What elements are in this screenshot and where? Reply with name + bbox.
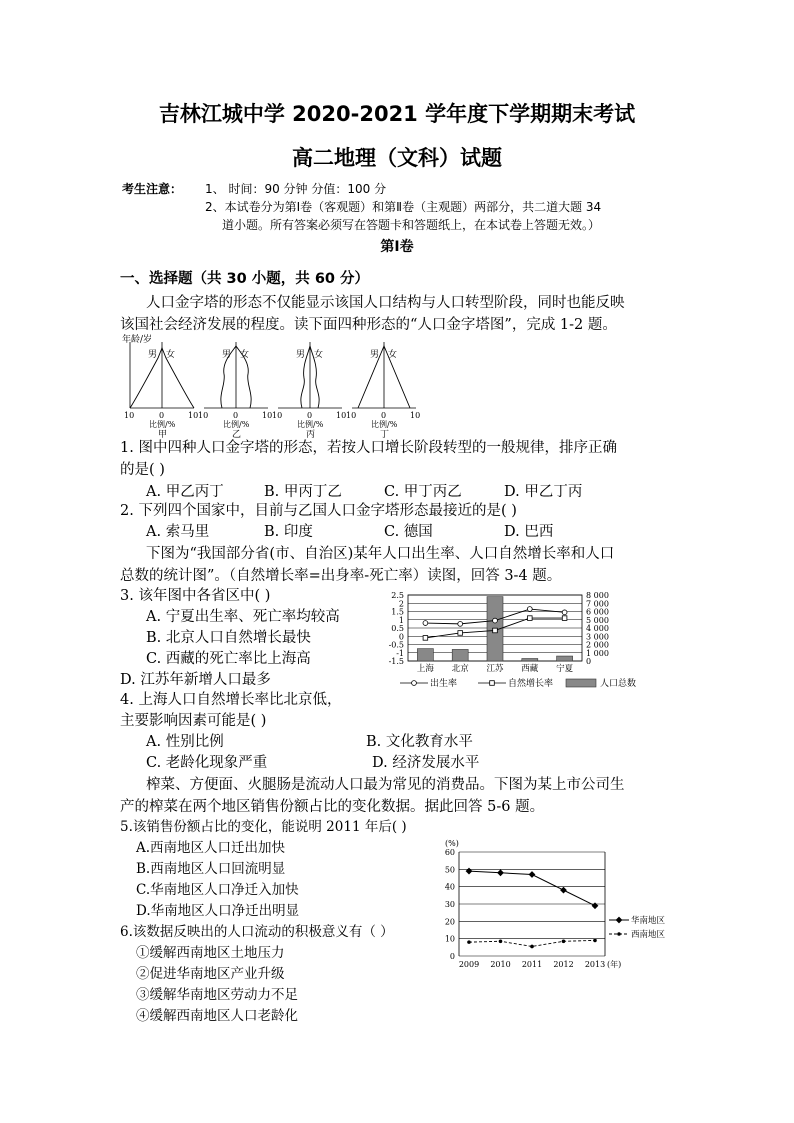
chart2-point-south-china [529, 871, 536, 878]
q2-option-b: B. 印度 [264, 524, 313, 540]
pyramid-male-label: 男 [296, 350, 306, 360]
q1-option-b: B. 甲丙丁乙 [264, 484, 342, 500]
population-stats-chart [370, 584, 670, 694]
notice-label: 考生注意： [122, 182, 183, 196]
pyramid-male-label: 男 [148, 350, 158, 360]
chart1-bar [417, 649, 433, 661]
pyramid-name: 丁 [380, 430, 390, 440]
chart1-left-tick: -1.5 [388, 657, 404, 666]
chart2-legend-marker [617, 932, 621, 936]
pyramid-tick-right: 10 [336, 411, 347, 420]
chart2-legend-label: 华南地区 [631, 916, 666, 926]
chart1-category-label: 上海 [416, 664, 434, 674]
chart1-category-label: 西藏 [521, 664, 539, 674]
sales-share-chart [425, 838, 680, 976]
chart1-right-tick: 8 000 [586, 591, 609, 600]
chart2-point-south-china [560, 887, 567, 894]
q3-option-d: D. 江苏年新增人口最多 [120, 672, 271, 688]
chart1-right-tick: 5 000 [586, 615, 609, 625]
chart1-right-tick: 6 000 [586, 607, 609, 617]
chart1-point [528, 616, 533, 621]
q6-option-1: ①缓解西南地区土地压力 [136, 945, 285, 961]
q5-option-c: C.华南地区人口净迁入加快 [136, 882, 299, 898]
q4-line-2: 主要影响因素可能是( ) [120, 713, 267, 729]
exam-title: 吉林江城中学 2020-2021 学年度下学期期末考试 [158, 102, 636, 126]
chart2-x-tick: 2012 [553, 960, 574, 969]
intro-3-line-1: 下图为“我国部分省(市、自治区)某年人口出生率、人口自然增长率和人口 [146, 546, 615, 562]
volume-heading: 第Ⅰ卷 [380, 239, 414, 255]
chart1-point [423, 621, 428, 626]
q2-option-c: C. 德国 [384, 524, 433, 540]
chart1-left-tick: 0 [398, 632, 404, 642]
chart1-legend-label: 自然增长率 [508, 679, 554, 689]
pyramid-xlabel: 比例/% [297, 420, 324, 429]
chart2-point-southwest [499, 939, 503, 943]
chart1-point [562, 610, 567, 615]
pyramid-female-label: 女 [314, 350, 324, 360]
pyramid-2 [198, 342, 272, 440]
chart1-category-label: 北京 [451, 664, 469, 674]
q3-option-a: A. 宁夏出生率、死亡率均较高 [146, 609, 340, 625]
q3-option-c: C. 西藏的死亡率比上海高 [146, 651, 311, 667]
pyramid-xlabel: 比例/% [371, 420, 398, 429]
q5-option-d: D.华南地区人口净迁出明显 [136, 903, 300, 919]
chart2-y-tick: 60 [444, 848, 455, 857]
chart1-category-label: 宁夏 [556, 664, 574, 674]
chart2-y-tick: 50 [444, 865, 455, 875]
pyramid-xlabel: 比例/% [149, 420, 176, 429]
chart2-point-south-china [592, 902, 599, 909]
chart2-x-tick: 2010 [490, 960, 511, 969]
chart2-ylabel: (%) [445, 839, 459, 848]
intro-5-line-1: 榨菜、方便面、火腿肠是流动人口最为常见的消费品。下图为某上市公司生 [146, 777, 625, 793]
pyramid-1 [124, 342, 198, 440]
pyramid-male-label: 男 [222, 350, 232, 360]
chart1-category-label: 江苏 [486, 664, 504, 674]
q4-option-a: A. 性别比例 [146, 734, 224, 750]
q4-option-c: C. 老龄化现象严重 [146, 755, 268, 771]
chart2-point-south-china [497, 869, 504, 876]
chart1-left-tick: 2 [398, 599, 404, 609]
q5-option-a: A.西南地区人口迁出加快 [136, 840, 286, 856]
chart2-y-tick: 40 [444, 882, 455, 892]
chart1-left-tick: 1 [398, 615, 404, 625]
chart2-y-tick: 0 [449, 952, 455, 961]
chart2-y-tick: 10 [444, 934, 455, 944]
chart1-legend-label: 出生率 [430, 679, 458, 689]
exam-subtitle: 高二地理（文科）试题 [292, 146, 502, 170]
notice-line-3: 道小题。所有答案必须写在答题卡和答题纸上，在本试卷上答题无效。） [222, 218, 601, 232]
chart1-bar [557, 656, 573, 661]
pyramid-ylabel: 年龄/岁 [122, 335, 153, 345]
q2-stem: 2. 下列四个国家中，目前与乙国人口金字塔形态最接近的是( ) [120, 503, 517, 519]
pyramid-name: 乙 [232, 430, 242, 440]
chart1-right-tick: 3 000 [586, 632, 609, 642]
q4-line-1: 4. 上海人口自然增长率比北京低， [120, 692, 342, 708]
population-pyramids-figure [120, 330, 420, 440]
q6-option-3: ③缓解华南地区劳动力不足 [136, 987, 298, 1003]
q1-line-1: 1. 图中四种人口金字塔的形态，若按人口增长阶段转型的一般规律，排序正确 [120, 440, 617, 456]
chart2-point-southwest [593, 939, 597, 943]
pyramid-female-label: 女 [388, 350, 398, 360]
chart1-point [458, 631, 463, 636]
q5-stem: 5.该销售份额占比的变化，能说明 2011 年后( ) [120, 819, 407, 835]
chart1-bar [452, 649, 468, 661]
q5-option-b: B.西南地区人口回流明显 [136, 861, 286, 877]
chart1-point [527, 607, 532, 612]
chart1-left-tick: 2.5 [391, 591, 404, 600]
q4-option-d: D. 经济发展水平 [372, 755, 480, 771]
pyramid-tick-zero: 0 [159, 411, 165, 420]
chart2-x-tick: 2013 [584, 960, 606, 969]
pyramid-3 [272, 342, 346, 440]
q1-option-d: D. 甲乙丁丙 [504, 484, 583, 500]
chart1-bar [522, 659, 538, 661]
chart1-point [493, 618, 498, 623]
q6-option-4: ④缓解西南地区人口老龄化 [136, 1008, 298, 1024]
pyramid-tick-right: 10 [262, 411, 273, 420]
chart2-legend-label: 西南地区 [631, 930, 666, 940]
q6-stem: 6.该数据反映出的人口流动的积极意义有（ ） [120, 924, 394, 940]
chart1-legend-marker [412, 681, 417, 686]
pyramid-tick-left: 10 [198, 411, 209, 420]
pyramid-tick-left: 10 [272, 411, 283, 420]
intro-1-line-1: 人口金字塔的形态不仅能显示该国人口结构与人口转型阶段，同时也能反映 [146, 295, 625, 311]
chart2-y-tick: 20 [444, 917, 455, 927]
chart1-point [562, 616, 567, 621]
chart2-point-southwest [562, 939, 566, 943]
pyramid-4 [346, 342, 420, 440]
chart1-right-tick: 2 000 [586, 640, 609, 650]
chart1-legend-marker [490, 681, 495, 686]
chart2-x-suffix: (年) [607, 960, 622, 969]
chart1-point [423, 636, 428, 641]
intro-3-line-2: 总数的统计图”。（自然增长率=出身率-死亡率）读图，回答 3-4 题。 [120, 568, 562, 584]
chart1-right-tick: 0 [586, 657, 592, 666]
pyramid-tick-zero: 0 [381, 411, 387, 420]
pyramid-tick-right: 10 [410, 411, 420, 420]
pyramid-tick-zero: 0 [233, 411, 239, 420]
q1-option-c: C. 甲丁丙乙 [384, 484, 462, 500]
q2-option-a: A. 索马里 [146, 524, 210, 540]
chart1-legend-bar [566, 679, 596, 687]
notice-line-2: 2、本试卷分为第Ⅰ卷（客观题）和第Ⅱ卷（主观题）两部分，共二道大题 34 [205, 200, 602, 214]
pyramid-name: 甲 [158, 430, 168, 440]
pyramid-female-label: 女 [166, 350, 176, 360]
section-heading: 一、选择题（共 30 小题，共 60 分） [120, 271, 370, 287]
q2-option-d: D. 巴西 [504, 524, 554, 540]
pyramid-xlabel: 比例/% [223, 420, 250, 429]
chart2-point-southwest [467, 940, 471, 944]
pyramid-female-label: 女 [240, 350, 250, 360]
q3-stem: 3. 该年图中各省区中( ) [120, 588, 271, 604]
chart1-right-tick: 4 000 [586, 624, 609, 633]
pyramid-tick-left: 10 [124, 411, 135, 420]
q1-line-2: 的是( ) [120, 462, 165, 478]
chart2-legend-marker [616, 917, 623, 924]
pyramid-male-label: 男 [370, 350, 380, 360]
intro-5-line-2: 产的榨菜在两个地区销售份额占比的变化数据。据此回答 5-6 题。 [120, 799, 545, 815]
q3-option-b: B. 北京人口自然增长最快 [146, 630, 311, 646]
pyramid-tick-right: 10 [188, 411, 199, 420]
chart1-right-tick: 7 000 [586, 599, 609, 609]
chart2-y-tick: 30 [444, 900, 455, 909]
pyramid-tick-left: 10 [346, 411, 357, 420]
chart1-left-tick: 0.5 [391, 624, 404, 633]
chart2-x-tick: 2011 [521, 960, 543, 969]
chart1-point [458, 621, 463, 626]
notice-line-1: 1、 时间：90 分钟 分值：100 分 [205, 182, 387, 196]
chart1-left-tick: -1 [396, 648, 404, 658]
pyramid-name: 丙 [306, 430, 316, 440]
chart2-point-southwest [530, 945, 534, 949]
intro-1-line-2: 该国社会经济发展的程度。读下面四种形态的“人口金字塔图”，完成 1-2 题。 [120, 317, 617, 333]
q4-option-b: B. 文化教育水平 [366, 734, 473, 750]
chart1-right-tick: 1 000 [586, 648, 609, 658]
chart2-point-south-china [466, 868, 473, 875]
q6-option-2: ②促进华南地区产业升级 [136, 966, 285, 982]
chart1-point [493, 628, 498, 633]
q1-option-a: A. 甲乙丙丁 [146, 484, 224, 500]
chart2-x-tick: 2009 [458, 960, 480, 969]
chart1-legend-label: 人口总数 [600, 679, 637, 689]
pyramid-tick-zero: 0 [307, 411, 313, 420]
chart1-left-tick: 1.5 [391, 607, 404, 617]
chart1-left-tick: -0.5 [388, 640, 404, 650]
